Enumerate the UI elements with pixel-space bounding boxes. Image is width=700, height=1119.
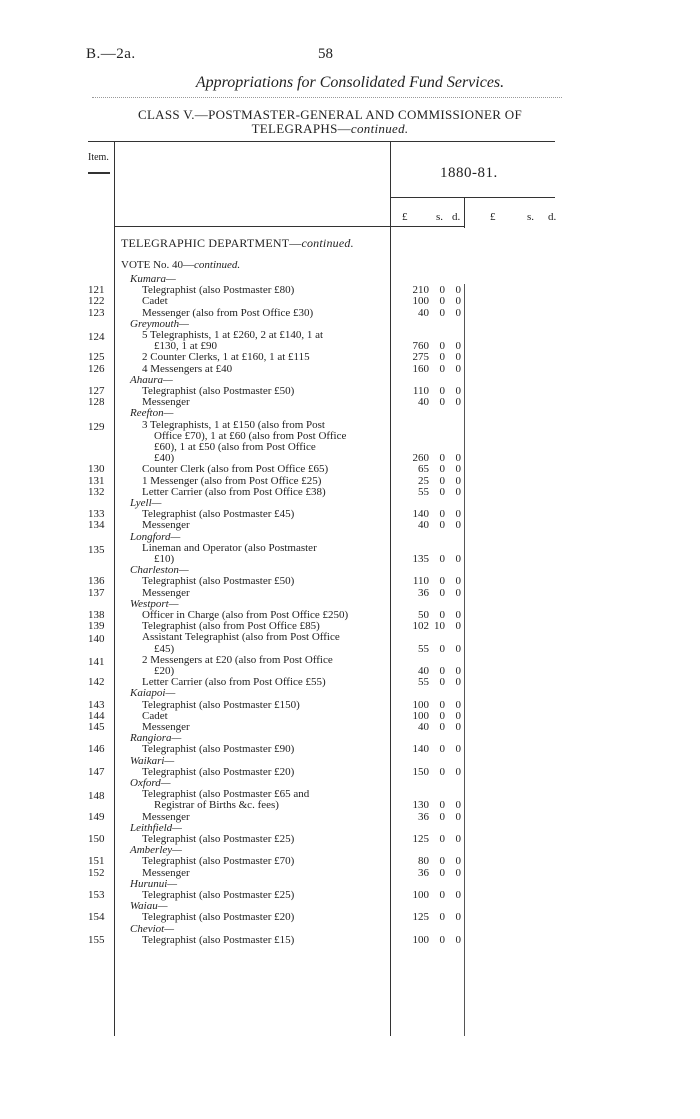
- department-heading: [121, 236, 354, 251]
- item-number: 141: [88, 655, 105, 668]
- item-description: Telegraphist (also Postmaster £50): [142, 575, 295, 588]
- item-underline: [88, 172, 110, 174]
- item-description: Letter Carrier (also from Post Office £55): [142, 676, 326, 689]
- amount-pounds: 100: [412, 698, 429, 711]
- amount-shillings: 0: [439, 485, 445, 498]
- amount-shillings: 0: [439, 362, 445, 375]
- amount-shillings: 0: [439, 721, 445, 733]
- item-description: Assistant Telegraphist (also from Post Office £45): [142, 631, 340, 655]
- item-column-header: Item.: [88, 152, 109, 163]
- item-number: 151: [88, 855, 105, 868]
- item-description: 1 Messenger (also from Post Office £25): [142, 474, 322, 487]
- item-number: 138: [88, 609, 105, 621]
- place-name: Longford—: [130, 530, 181, 543]
- item-number: 124: [88, 331, 105, 343]
- item-description: 2 Messengers at £20 (also from Post Office £20): [142, 653, 333, 677]
- item-number: 125: [88, 351, 105, 364]
- amount-pounds: 55: [418, 485, 429, 498]
- amount-pence: 0: [455, 284, 461, 297]
- amount-shillings: 0: [439, 743, 445, 756]
- item-description: Telegraphist (also Postmaster £65 and Registrar of Births &c. fees): [142, 788, 310, 812]
- item-number: 136: [88, 575, 105, 588]
- place-name: Reefton—: [130, 407, 174, 420]
- amount-pounds: 760: [412, 340, 429, 353]
- amount-pounds: 36: [418, 810, 429, 823]
- amount-shillings: 0: [439, 284, 445, 297]
- amount-pounds: 260: [412, 452, 429, 465]
- amount-pence: 0: [455, 552, 461, 565]
- amount-pence: 0: [455, 620, 461, 633]
- place-name: Oxford—: [130, 777, 171, 789]
- amount-shillings: 0: [439, 508, 445, 521]
- amount-shillings: 0: [439, 642, 445, 655]
- vote-heading: [121, 259, 240, 271]
- item-number: 123: [88, 306, 105, 319]
- amount-shillings: 0: [439, 463, 445, 476]
- shilling-header-2: s.: [527, 211, 535, 223]
- amount-pounds: 65: [418, 463, 429, 476]
- shilling-header: s.: [436, 211, 444, 223]
- amount-pounds: 80: [418, 855, 429, 868]
- amount-pence: 0: [455, 664, 461, 677]
- place-name: Kumara—: [130, 273, 176, 285]
- amount-pounds: 102: [412, 620, 429, 633]
- amount-pence: 0: [455, 306, 461, 319]
- amount-shillings: 0: [439, 575, 445, 588]
- item-description: Telegraphist (also Postmaster £25): [142, 889, 295, 901]
- page-number: 58: [318, 46, 333, 62]
- amount-pounds: 100: [412, 933, 429, 946]
- amount-pounds: 25: [418, 474, 429, 487]
- amount-pence: 0: [455, 508, 461, 521]
- class-title-line2: TELEGRAPHS—: [251, 121, 351, 136]
- item-description: Messenger: [142, 519, 190, 532]
- item-description: Messenger: [142, 586, 190, 599]
- item-number: 126: [88, 362, 105, 375]
- amount-pence: 0: [455, 474, 461, 487]
- item-description: Telegraphist (also Postmaster £25): [142, 833, 295, 845]
- table-top-rule: [88, 141, 555, 142]
- place-name: Leithfield—: [130, 821, 182, 834]
- place-name: Greymouth—: [130, 317, 189, 330]
- amount-pounds: 55: [418, 676, 429, 689]
- item-description: Telegraphist (also Postmaster £80): [142, 284, 295, 297]
- amount-pounds: 125: [412, 833, 429, 845]
- item-description: Telegraphist (also Postmaster £70): [142, 855, 295, 868]
- item-number: 122: [88, 295, 105, 308]
- amount-pence: 0: [455, 396, 461, 409]
- divider: [92, 97, 562, 98]
- item-number: 146: [88, 743, 105, 756]
- item-description: Lineman and Operator (also Postmaster £10): [142, 541, 317, 565]
- amount-pence: 0: [455, 295, 461, 308]
- item-description: Messenger: [142, 721, 190, 733]
- place-name: Charleston—: [130, 564, 189, 577]
- amount-right-rule: [464, 284, 465, 1036]
- amount-pence: 0: [455, 609, 461, 621]
- place-name: Rangiora—: [130, 732, 182, 745]
- amount-pence: 0: [455, 676, 461, 689]
- pound-header: £: [402, 211, 408, 223]
- amount-shillings: 0: [439, 385, 445, 397]
- item-number: 143: [88, 698, 105, 711]
- pound-header-2: £: [490, 211, 496, 223]
- amount-shillings: 0: [439, 833, 445, 845]
- document-reference: B.—2a.: [86, 46, 136, 62]
- amount-pounds: 275: [412, 351, 429, 364]
- amount-pence: 0: [455, 833, 461, 845]
- place-name: Hurunui—: [130, 877, 178, 890]
- place-name: Westport—: [130, 597, 179, 610]
- amount-shillings: 0: [439, 709, 445, 722]
- department-name: TELEGRAPHIC DEPARTMENT—: [121, 236, 302, 250]
- amount-pence: 0: [455, 799, 461, 812]
- amount-pounds: 110: [412, 385, 429, 397]
- amount-pounds: 36: [418, 586, 429, 599]
- amount-pence: 0: [455, 911, 461, 924]
- amount-pounds: 40: [418, 721, 429, 733]
- money-header-rule: [390, 197, 555, 198]
- amount-pence: 0: [455, 485, 461, 498]
- amount-pounds: 130: [412, 799, 429, 812]
- amount-pence: 0: [455, 698, 461, 711]
- amount-pounds: 40: [418, 519, 429, 532]
- amount-pounds: 110: [412, 575, 429, 588]
- place-name: Amberley—: [130, 844, 182, 857]
- class-title: [120, 108, 540, 136]
- amount-shillings: 0: [439, 519, 445, 532]
- item-number: 155: [88, 933, 105, 946]
- class-title-continued: continued.: [350, 121, 409, 136]
- amount-pence: 0: [455, 362, 461, 375]
- amount-shillings: 0: [439, 295, 445, 308]
- item-description: Telegraphist (also Postmaster £150): [142, 698, 300, 711]
- amount-pounds: 50: [418, 609, 429, 621]
- amount-shillings: 10: [434, 620, 445, 633]
- amount-pence: 0: [455, 743, 461, 756]
- amount-shillings: 0: [439, 799, 445, 812]
- amount-pence: 0: [455, 340, 461, 353]
- amount-shillings: 0: [439, 664, 445, 677]
- item-number: 133: [88, 508, 105, 521]
- amount-shillings: 0: [439, 866, 445, 879]
- amount-pounds: 140: [412, 508, 429, 521]
- amount-pence: 0: [455, 933, 461, 946]
- amount-shillings: 0: [439, 933, 445, 946]
- amount-pence: 0: [455, 351, 461, 364]
- item-description: 2 Counter Clerks, 1 at £160, 1 at £115: [142, 351, 310, 364]
- item-column-rule: [114, 141, 115, 1036]
- item-number: 121: [88, 284, 105, 297]
- item-number: 148: [88, 790, 105, 803]
- amount-shillings: 0: [439, 552, 445, 565]
- amount-shillings: 0: [439, 474, 445, 487]
- item-description: Telegraphist (also Postmaster £15): [142, 933, 295, 946]
- item-description: Officer in Charge (also from Post Office £250): [142, 609, 349, 621]
- item-number: 132: [88, 485, 105, 498]
- amount-pounds: 100: [412, 295, 429, 308]
- item-number: 154: [88, 911, 105, 924]
- amount-shillings: 0: [439, 586, 445, 599]
- item-number: 129: [88, 420, 105, 433]
- page-subtitle: Appropriations for Consolidated Fund Services.: [195, 74, 505, 91]
- amount-pence: 0: [455, 889, 461, 901]
- item-number: 142: [88, 676, 105, 689]
- item-description: Messenger (also from Post Office £30): [142, 306, 314, 319]
- money-split-rule: [464, 197, 465, 228]
- item-number: 127: [88, 385, 105, 397]
- amount-shillings: 0: [439, 609, 445, 621]
- item-description: Telegraphist (also Postmaster £90): [142, 743, 295, 756]
- item-description: Telegraphist (also Postmaster £20): [142, 765, 295, 778]
- amount-pence: 0: [455, 385, 461, 397]
- pence-header: d.: [452, 211, 461, 223]
- item-description: Counter Clerk (also from Post Office £65): [142, 463, 329, 476]
- item-description: 5 Telegraphists, 1 at £260, 2 at £140, 1 at £130, 1 at £90: [142, 329, 324, 353]
- item-description: Telegraphist (also Postmaster £50): [142, 385, 295, 397]
- item-number: 131: [88, 474, 105, 487]
- amount-pence: 0: [455, 810, 461, 823]
- item-number: 128: [88, 396, 105, 409]
- amount-shillings: 0: [439, 396, 445, 409]
- item-description: Telegraphist (also Postmaster £45): [142, 508, 295, 521]
- item-description: Cadet: [142, 709, 168, 722]
- amount-pounds: 55: [418, 642, 429, 655]
- vote-continued: continued.: [194, 259, 241, 271]
- item-number: 144: [88, 709, 105, 722]
- item-number: 135: [88, 543, 105, 556]
- item-number: 130: [88, 463, 105, 476]
- description-column-rule: [390, 141, 391, 1036]
- amount-shillings: 0: [439, 351, 445, 364]
- item-number: 145: [88, 721, 105, 733]
- amount-pounds: 100: [412, 709, 429, 722]
- amount-pounds: 40: [418, 664, 429, 677]
- vote-name: VOTE No. 40—: [121, 259, 195, 271]
- item-description: 3 Telegraphists, 1 at £150 (also from Post Office £70), 1 at £60 (also from Post Office £60), 1 at £50 (also from Post Office £40): [142, 418, 347, 465]
- place-name: Waiau—: [130, 900, 168, 913]
- amount-pounds: 140: [412, 743, 429, 756]
- amount-pence: 0: [455, 586, 461, 599]
- department-continued: continued.: [301, 236, 354, 250]
- amount-shillings: 0: [439, 810, 445, 823]
- item-number: 149: [88, 810, 105, 823]
- item-number: 150: [88, 833, 105, 845]
- amount-shillings: 0: [439, 911, 445, 924]
- amount-shillings: 0: [439, 306, 445, 319]
- item-description: 4 Messengers at £40: [142, 362, 233, 375]
- item-description: Messenger: [142, 810, 190, 823]
- item-number: 152: [88, 866, 105, 879]
- item-description: Cadet: [142, 295, 168, 308]
- amount-pence: 0: [455, 855, 461, 868]
- amount-pounds: 160: [412, 362, 429, 375]
- amount-pounds: 40: [418, 396, 429, 409]
- amount-pence: 0: [455, 452, 461, 465]
- item-number: 140: [88, 633, 105, 646]
- class-title-main: CLASS V.—POSTMASTER-GENERAL AND COMMISSIONER OF: [137, 107, 523, 122]
- item-number: 139: [88, 620, 105, 633]
- amount-shillings: 0: [439, 889, 445, 901]
- amount-pounds: 135: [412, 552, 429, 565]
- amount-pence: 0: [455, 709, 461, 722]
- amount-pounds: 150: [412, 765, 429, 778]
- amount-pounds: 36: [418, 866, 429, 879]
- place-name: Ahaura—: [130, 373, 173, 386]
- item-description: Telegraphist (also from Post Office £85): [142, 620, 320, 633]
- item-number: 153: [88, 889, 105, 901]
- item-description: Telegraphist (also Postmaster £20): [142, 911, 295, 924]
- amount-shillings: 0: [439, 698, 445, 711]
- pence-header-2: d.: [548, 211, 557, 223]
- place-name: Lyell—: [130, 497, 162, 509]
- item-number: 147: [88, 765, 105, 778]
- amount-pounds: 100: [412, 889, 429, 901]
- item-number: 134: [88, 519, 105, 532]
- amount-pence: 0: [455, 575, 461, 588]
- place-name: Kaiapoi—: [130, 687, 176, 700]
- money-subheader-rule: [114, 226, 464, 227]
- item-number: 137: [88, 586, 105, 599]
- amount-pence: 0: [455, 519, 461, 532]
- amount-shillings: 0: [439, 340, 445, 353]
- place-name: Waikari—: [130, 754, 175, 767]
- item-description: Letter Carrier (also from Post Office £38): [142, 485, 326, 498]
- item-description: Messenger: [142, 396, 190, 409]
- amount-shillings: 0: [439, 452, 445, 465]
- place-name: Cheviot—: [130, 922, 174, 935]
- item-description: Messenger: [142, 866, 190, 879]
- amount-pence: 0: [455, 463, 461, 476]
- amount-pence: 0: [455, 721, 461, 733]
- amount-pence: 0: [455, 765, 461, 778]
- amount-shillings: 0: [439, 676, 445, 689]
- amount-pounds: 40: [418, 306, 429, 319]
- amount-shillings: 0: [439, 855, 445, 868]
- amount-shillings: 0: [439, 765, 445, 778]
- amount-pence: 0: [455, 642, 461, 655]
- year-header: 1880-81.: [440, 165, 498, 181]
- amount-pence: 0: [455, 866, 461, 879]
- amount-pounds: 210: [412, 284, 429, 297]
- amount-pounds: 125: [412, 911, 429, 924]
